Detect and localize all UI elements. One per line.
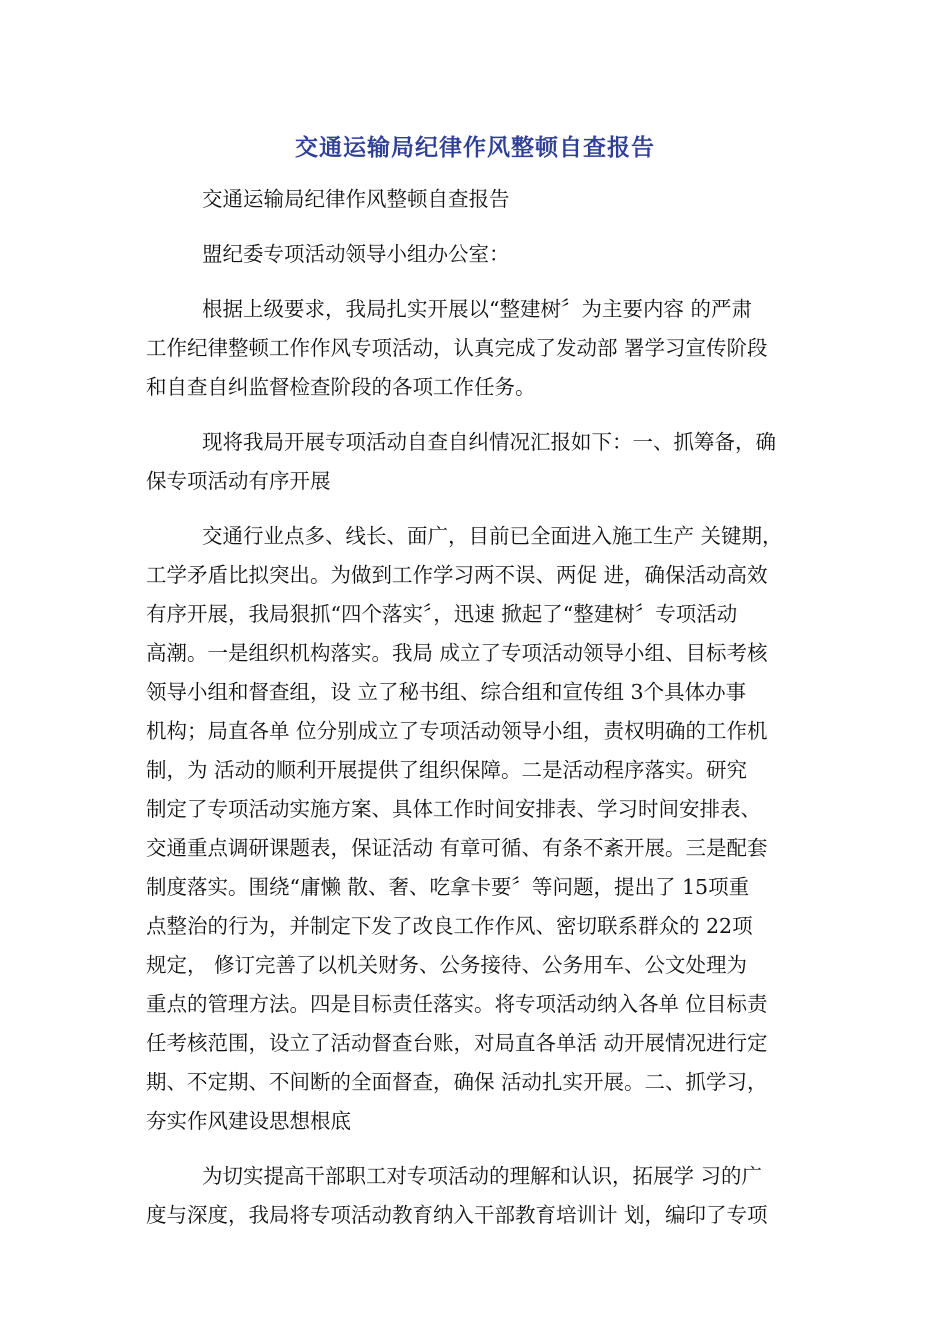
paragraph-line: 有序开展，我局狠抓“四个落实〞，迅速 掀起了“整建树〞专项活动 <box>146 602 738 626</box>
subtitle-line: 交通运输局纪律作风整顿自查报告 <box>202 187 510 211</box>
paragraph-line: 工作纪律整顿工作作风专项活动，认真完成了发动部 署学习宣传阶段 <box>146 336 768 360</box>
paragraph-line: 领导小组和督查组，设 立了秘书组、综合组和宣传组 3个具体办事 <box>146 680 747 704</box>
paragraph-line: 制定了专项活动实施方案、具体工作时间安排表、学习时间安排表、 <box>146 797 761 821</box>
paragraph-line: 度与深度，我局将专项活动教育纳入干部教育培训计 划，编印了专项 <box>146 1203 768 1227</box>
paragraph-line: 工学矛盾比拟突出。为做到工作学习两不误、两促 进，确保活动高效 <box>146 563 768 587</box>
paragraph-line: 保专项活动有序开展 <box>146 469 331 493</box>
paragraph-line: 交通重点调研课题表，保证活动 有章可循、有条不紊开展。三是配套 <box>146 836 768 860</box>
paragraph-line: 点整治的行为，并制定下发了改良工作作风、密切联系群众的 22项 <box>146 914 753 938</box>
paragraph-line: 机构；局直各单 位分别成立了专项活动领导小组，责权明确的工作机 <box>146 719 768 743</box>
paragraph-line: 规定， 修订完善了以机关财务、公务接待、公务用车、公文处理为 <box>146 953 748 977</box>
paragraph-line: 现将我局开展专项活动自查自纠情况汇报如下：一、抓筹备，确 <box>202 430 776 454</box>
paragraph-line: 期、不定期、不间断的全面督查，确保 活动扎实开展。二、抓学习， <box>146 1070 768 1094</box>
paragraph-line: 任考核范围，设立了活动督查台账，对局直各单活 动开展情况进行定 <box>146 1031 768 1055</box>
paragraph-line: 制度落实。围绕“庸懒 散、奢、吃拿卡要〞等问题，提出了 15项重 <box>146 875 750 899</box>
document-title: 交通运输局纪律作风整顿自查报告 <box>295 135 655 161</box>
salutation-line: 盟纪委专项活动领导小组办公室： <box>202 242 510 266</box>
paragraph-line: 重点的管理方法。四是目标责任落实。将专项活动纳入各单 位目标责 <box>146 992 768 1016</box>
paragraph-line: 交通行业点多、线长、面广，目前已全面进入施工生产 关键期， <box>202 524 783 548</box>
paragraph-line: 高潮。一是组织机构落实。我局 成立了专项活动领导小组、目标考核 <box>146 641 768 665</box>
paragraph-line: 夯实作风建设思想根底 <box>146 1109 351 1133</box>
paragraph-line: 制，为 活动的顺利开展提供了组织保障。二是活动程序落实。研究 <box>146 758 748 782</box>
paragraph-line: 根据上级要求，我局扎实开展以“整建树〞为主要内容 的严肃 <box>202 297 752 321</box>
paragraph-line: 和自查自纠监督检查阶段的各项工作任务。 <box>146 375 536 399</box>
paragraph-line: 为切实提高干部职工对专项活动的理解和认识，拓展学 习的广 <box>202 1164 763 1188</box>
document-body <box>146 180 816 1235</box>
